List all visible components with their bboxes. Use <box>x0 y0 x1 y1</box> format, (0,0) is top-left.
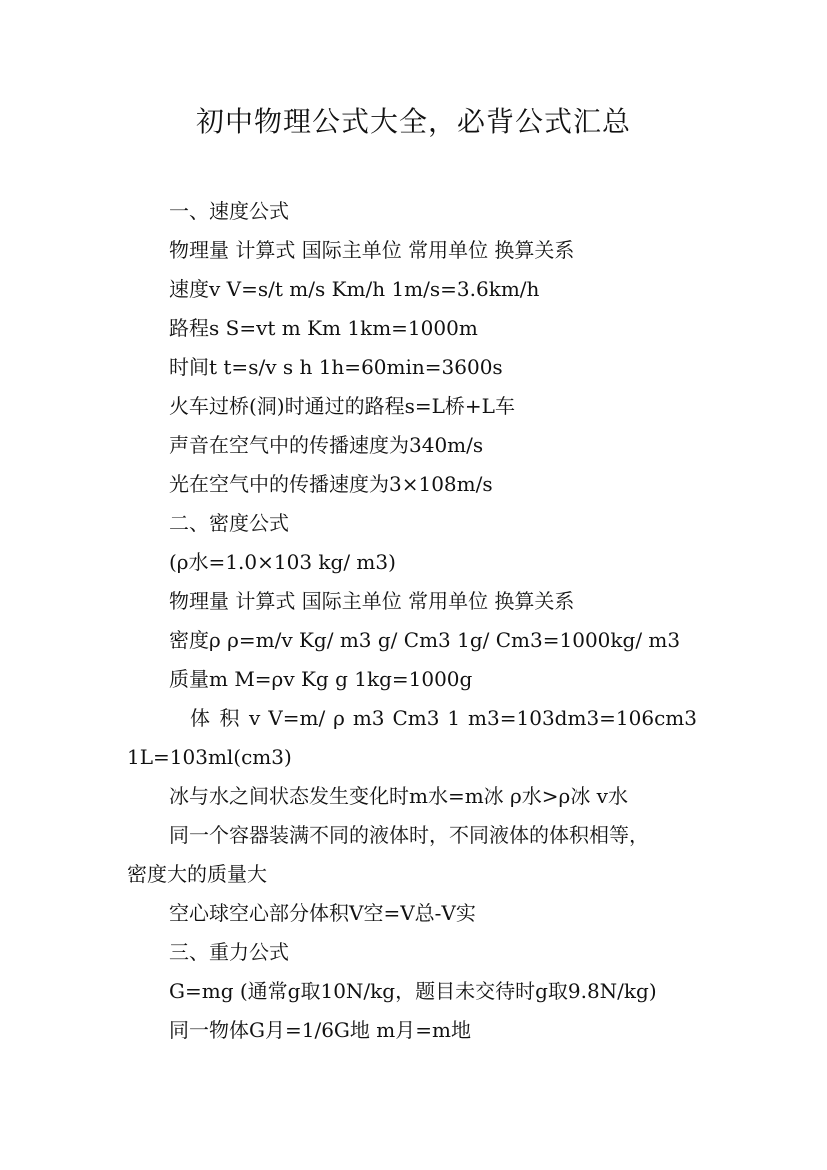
text-line-hollow-ball: 空心球空心部分体积V空=V总-V实 <box>169 901 476 925</box>
text-line-moon-gravity: 同一物体G月=1/6G地 m月=m地 <box>169 1018 471 1042</box>
section-heading-density: 二、密度公式 <box>169 511 289 535</box>
text-line-mass-m: 质量m M=ρv Kg g 1kg=1000g <box>169 667 473 691</box>
table-header-speed: 物理量 计算式 国际主单位 常用单位 换算关系 <box>169 238 575 262</box>
table-header-density: 物理量 计算式 国际主单位 常用单位 换算关系 <box>169 589 575 613</box>
text-line-distance-s: 路程s S=vt m Km 1km=1000m <box>169 316 478 340</box>
text-line-sound-speed: 声音在空气中的传播速度为340m/s <box>169 433 484 457</box>
text-line-water-density: (ρ水=1.0×103 kg/ m3) <box>169 550 396 574</box>
text-line-volume-v: 体 积 v V=m/ ρ m3 Cm3 1 m3=103dm3=106cm3 <box>190 706 697 730</box>
text-line-volume-continued: 1L=103ml(cm3) <box>127 745 292 769</box>
document-title: 初中物理公式大全，必背公式汇总 <box>195 105 631 138</box>
text-line-same-container-continued: 密度大的质量大 <box>127 862 267 886</box>
text-line-gravity-formula: G=mg (通常g取10N/kg，题目未交待时g取9.8N/kg) <box>169 979 657 1003</box>
text-line-same-container: 同一个容器装满不同的液体时，不同液体的体积相等， <box>169 823 649 847</box>
text-line-ice-water: 冰与水之间状态发生变化时m水=m冰 ρ水>ρ冰 v水 <box>169 784 628 808</box>
section-heading-speed: 一、速度公式 <box>169 199 289 223</box>
text-line-speed-v: 速度v V=s/t m/s Km/h 1m/s=3.6km/h <box>169 277 540 301</box>
text-line-light-speed: 光在空气中的传播速度为3×108m/s <box>169 472 493 496</box>
text-line-train-bridge: 火车过桥(洞)时通过的路程s=L桥+L车 <box>169 394 515 418</box>
text-line-density-rho: 密度ρ ρ=m/v Kg/ m3 g/ Cm3 1g/ Cm3=1000kg/ m3 <box>169 628 681 652</box>
section-heading-gravity: 三、重力公式 <box>169 940 289 964</box>
text-line-time-t: 时间t t=s/v s h 1h=60min=3600s <box>169 355 503 379</box>
